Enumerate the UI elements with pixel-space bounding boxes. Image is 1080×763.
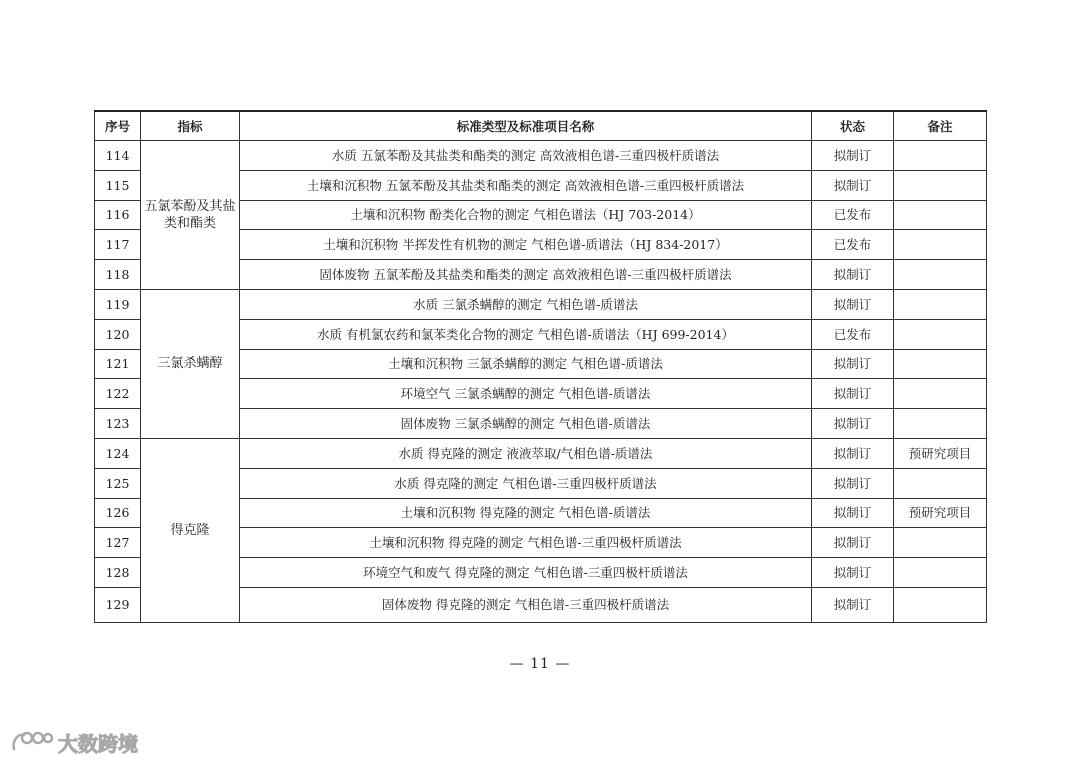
row-remark xyxy=(894,319,987,349)
standards-table xyxy=(94,110,987,623)
row-seq: 117 xyxy=(95,230,141,260)
header-standard: 标准类型及标准项目名称 xyxy=(240,111,812,141)
row-seq: 119 xyxy=(95,289,141,319)
header-seq: 序号 xyxy=(95,111,141,141)
row-remark xyxy=(894,289,987,319)
row-seq: 124 xyxy=(95,438,141,468)
row-standard-name: 土壤和沉积物 半挥发性有机物的测定 气相色谱-质谱法（HJ 834-2017） xyxy=(240,230,812,260)
row-seq: 128 xyxy=(95,558,141,588)
row-status: 拟制订 xyxy=(812,498,894,528)
row-remark xyxy=(894,587,987,622)
row-remark xyxy=(894,200,987,230)
row-standard-name: 水质 得克隆的测定 气相色谱-三重四极杆质谱法 xyxy=(240,468,812,498)
table-header-row xyxy=(95,111,987,141)
header-indicator: 指标 xyxy=(141,111,240,141)
watermark xyxy=(10,728,138,756)
table-row xyxy=(95,141,987,171)
row-status: 拟制订 xyxy=(812,289,894,319)
row-standard-name: 土壤和沉积物 酚类化合物的测定 气相色谱法（HJ 703-2014） xyxy=(240,200,812,230)
row-standard-name: 土壤和沉积物 三氯杀螨醇的测定 气相色谱-质谱法 xyxy=(240,349,812,379)
row-standard-name: 土壤和沉积物 得克隆的测定 气相色谱-质谱法 xyxy=(240,498,812,528)
row-seq: 120 xyxy=(95,319,141,349)
row-standard-name: 水质 五氯苯酚及其盐类和酯类的测定 高效液相色谱-三重四极杆质谱法 xyxy=(240,141,812,171)
row-remark xyxy=(894,260,987,290)
row-standard-name: 水质 三氯杀螨醇的测定 气相色谱-质谱法 xyxy=(240,289,812,319)
row-remark xyxy=(894,558,987,588)
row-remark xyxy=(894,141,987,171)
row-status: 拟制订 xyxy=(812,587,894,622)
row-seq: 121 xyxy=(95,349,141,379)
row-remark xyxy=(894,349,987,379)
row-remark xyxy=(894,468,987,498)
row-remark xyxy=(894,170,987,200)
row-status: 已发布 xyxy=(812,230,894,260)
row-remark xyxy=(894,409,987,439)
row-status: 拟制订 xyxy=(812,438,894,468)
watermark-logo-icon xyxy=(10,729,54,755)
row-remark xyxy=(894,230,987,260)
page-number: — 11 — xyxy=(509,656,571,672)
row-seq: 118 xyxy=(95,260,141,290)
row-standard-name: 环境空气 三氯杀螨醇的测定 气相色谱-质谱法 xyxy=(240,379,812,409)
indicator-cell: 五氯苯酚及其盐类和酯类 xyxy=(141,141,240,290)
row-status: 拟制订 xyxy=(812,141,894,171)
row-standard-name: 水质 得克隆的测定 液液萃取/气相色谱-质谱法 xyxy=(240,438,812,468)
indicator-cell: 三氯杀螨醇 xyxy=(141,289,240,438)
row-status: 拟制订 xyxy=(812,468,894,498)
row-standard-name: 固体废物 得克隆的测定 气相色谱-三重四极杆质谱法 xyxy=(240,587,812,622)
row-status: 拟制订 xyxy=(812,170,894,200)
row-status: 拟制订 xyxy=(812,260,894,290)
row-remark: 预研究项目 xyxy=(894,438,987,468)
row-status: 拟制订 xyxy=(812,409,894,439)
row-standard-name: 水质 有机氯农药和氯苯类化合物的测定 气相色谱-质谱法（HJ 699-2014） xyxy=(240,319,812,349)
row-seq: 122 xyxy=(95,379,141,409)
table-row xyxy=(95,438,987,468)
row-seq: 123 xyxy=(95,409,141,439)
row-seq: 116 xyxy=(95,200,141,230)
row-remark xyxy=(894,379,987,409)
row-status: 拟制订 xyxy=(812,379,894,409)
row-status: 已发布 xyxy=(812,200,894,230)
table-row xyxy=(95,289,987,319)
row-standard-name: 固体废物 五氯苯酚及其盐类和酯类的测定 高效液相色谱-三重四极杆质谱法 xyxy=(240,260,812,290)
row-seq: 126 xyxy=(95,498,141,528)
row-standard-name: 土壤和沉积物 得克隆的测定 气相色谱-三重四极杆质谱法 xyxy=(240,528,812,558)
row-standard-name: 固体废物 三氯杀螨醇的测定 气相色谱-质谱法 xyxy=(240,409,812,439)
header-status: 状态 xyxy=(812,111,894,141)
row-status: 已发布 xyxy=(812,319,894,349)
row-seq: 125 xyxy=(95,468,141,498)
row-remark: 预研究项目 xyxy=(894,498,987,528)
row-standard-name: 土壤和沉积物 五氯苯酚及其盐类和酯类的测定 高效液相色谱-三重四极杆质谱法 xyxy=(240,170,812,200)
row-seq: 129 xyxy=(95,587,141,622)
row-seq: 127 xyxy=(95,528,141,558)
row-status: 拟制订 xyxy=(812,528,894,558)
indicator-cell: 得克隆 xyxy=(141,438,240,622)
row-standard-name: 环境空气和废气 得克隆的测定 气相色谱-三重四极杆质谱法 xyxy=(240,558,812,588)
row-status: 拟制订 xyxy=(812,349,894,379)
row-remark xyxy=(894,528,987,558)
row-seq: 115 xyxy=(95,170,141,200)
header-remark: 备注 xyxy=(894,111,987,141)
row-status: 拟制订 xyxy=(812,558,894,588)
watermark-text: 大数跨境 xyxy=(58,731,138,756)
row-seq: 114 xyxy=(95,141,141,171)
